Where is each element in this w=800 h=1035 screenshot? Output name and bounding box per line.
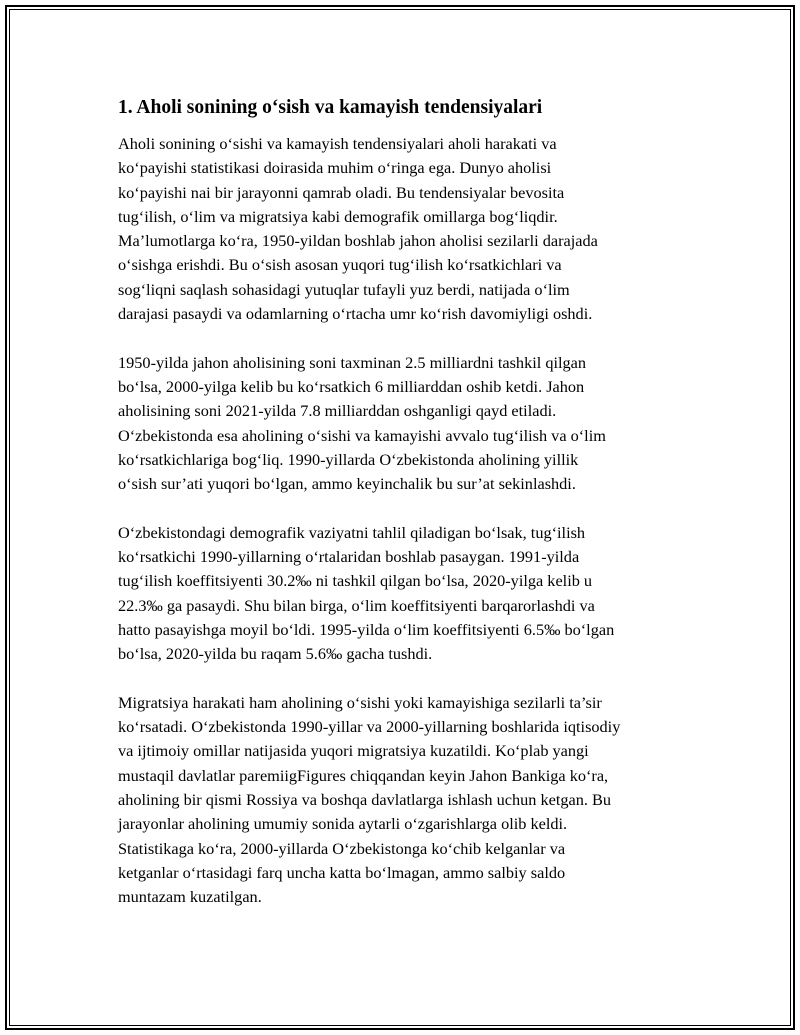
text-line: sog‘liqni saqlash sohasidagi yutuqlar tufayli yuz berdi, natijada o‘lim bbox=[118, 279, 570, 299]
text-line: muntazam kuzatilgan. bbox=[118, 887, 262, 907]
paragraph-spacer bbox=[118, 496, 718, 520]
text-line: darajasi pasaydi va odamlarning o‘rtacha umr ko‘rish davomiyligi oshdi. bbox=[118, 304, 593, 324]
text-line: o‘sish sur’ati yuqori bo‘lgan, ammo keyinchalik bu sur’at sekinlashdi. bbox=[118, 474, 576, 494]
text-line: o‘sishga erishdi. Bu o‘sish asosan yuqori tug‘ilish ko‘rsatkichlari va bbox=[118, 255, 562, 275]
text-line: 1950-yilda jahon aholisining soni taxminan 2.5 milliardni tashkil qilgan bbox=[118, 352, 587, 372]
text-line: O‘zbekistondagi demografik vaziyatni tahlil qiladigan bo‘lsak, tug‘ilish bbox=[118, 522, 586, 542]
paragraph-spacer bbox=[118, 326, 718, 350]
section-heading: 1. Aholi sonining o‘sish va kamayish tendensiyalari bbox=[118, 97, 543, 118]
text-line: ketganlar o‘rtasidagi farq uncha katta bo‘lmagan, ammo salbiy saldo bbox=[118, 862, 566, 882]
text-line: ko‘rsatkichi 1990-yillarning o‘rtalaridan boshlab pasaygan. 1991-yilda bbox=[118, 547, 580, 567]
paragraph-1 bbox=[118, 132, 718, 326]
text-line: Aholi sonining o‘sishi va kamayish tendensiyalari aholi harakati va bbox=[118, 134, 557, 153]
text-line: ko‘rsatadi. O‘zbekistonda 1990-yillar va 2000-yillarning boshlarida iqtisodiy bbox=[118, 717, 621, 737]
text-line: ko‘rsatkichlariga bog‘liq. 1990-yillarda O‘zbekistonda aholining yillik bbox=[118, 449, 579, 469]
text-line: Ma’lumotlarga ko‘ra, 1950-yildan boshlab jahon aholisi sezilarli darajada bbox=[118, 231, 598, 251]
text-line: bo‘lsa, 2000-yilga kelib bu ko‘rsatkich 6 milliarddan oshib ketdi. Jahon bbox=[118, 376, 585, 396]
text-line: aholisining soni 2021-yilda 7.8 milliarddan oshganligi qayd etiladi. bbox=[118, 401, 557, 421]
text-line: ko‘payishi nai bir jarayonni qamrab oladi. Bu tendensiyalar bevosita bbox=[118, 182, 565, 202]
text-line: hatto pasayishga moyil bo‘ldi. 1995-yilda o‘lim koeffitsiyenti 6.5‰ bo‘lgan bbox=[118, 619, 615, 639]
paragraph-3 bbox=[118, 521, 718, 667]
text-line: ko‘payishi statistikasi doirasida muhim o‘ringa ega. Dunyo aholisi bbox=[118, 158, 552, 178]
paragraph-2 bbox=[118, 351, 718, 497]
text-line: bo‘lsa, 2020-yilda bu raqam 5.6‰ gacha tushdi. bbox=[118, 644, 433, 664]
text-line: tug‘ilish koeffitsiyenti 30.2‰ ni tashkil qilgan bo‘lsa, 2020-yilga kelib u bbox=[118, 571, 593, 591]
document-body bbox=[118, 96, 718, 910]
paragraph-4 bbox=[118, 691, 718, 910]
text-line: Statistikaga ko‘ra, 2000-yillarda O‘zbekistonga ko‘chib kelganlar va bbox=[118, 838, 566, 858]
text-line: aholining bir qismi Rossiya va boshqa davlatlarga ishlash uchun ketgan. Bu bbox=[118, 790, 612, 810]
text-line: jarayonlar aholining umumiy sonida aytarli o‘zgarishlarga olib keldi. bbox=[118, 814, 568, 834]
text-line: mustaqil davlatlar paremiigFigures chiqqandan keyin Jahon Bankiga ko‘ra, bbox=[118, 765, 609, 785]
text-line: O‘zbekistonda esa aholining o‘sishi va kamayishi avvalo tug‘ilish va o‘lim bbox=[118, 425, 606, 445]
text-line: va ijtimoiy omillar natijasida yuqori migratsiya kuzatildi. Ko‘plab yangi bbox=[118, 741, 589, 761]
text-line: Migratsiya harakati ham aholining o‘sishi yoki kamayishiga sezilarli ta’sir bbox=[118, 692, 602, 712]
text-line: tug‘ilish, o‘lim va migratsiya kabi demografik omillarga bog‘liqdir. bbox=[118, 206, 558, 226]
paragraph-spacer bbox=[118, 667, 718, 691]
text-line: 22.3‰ ga pasaydi. Shu bilan birga, o‘lim koeffitsiyenti barqarorlashdi va bbox=[118, 595, 595, 615]
